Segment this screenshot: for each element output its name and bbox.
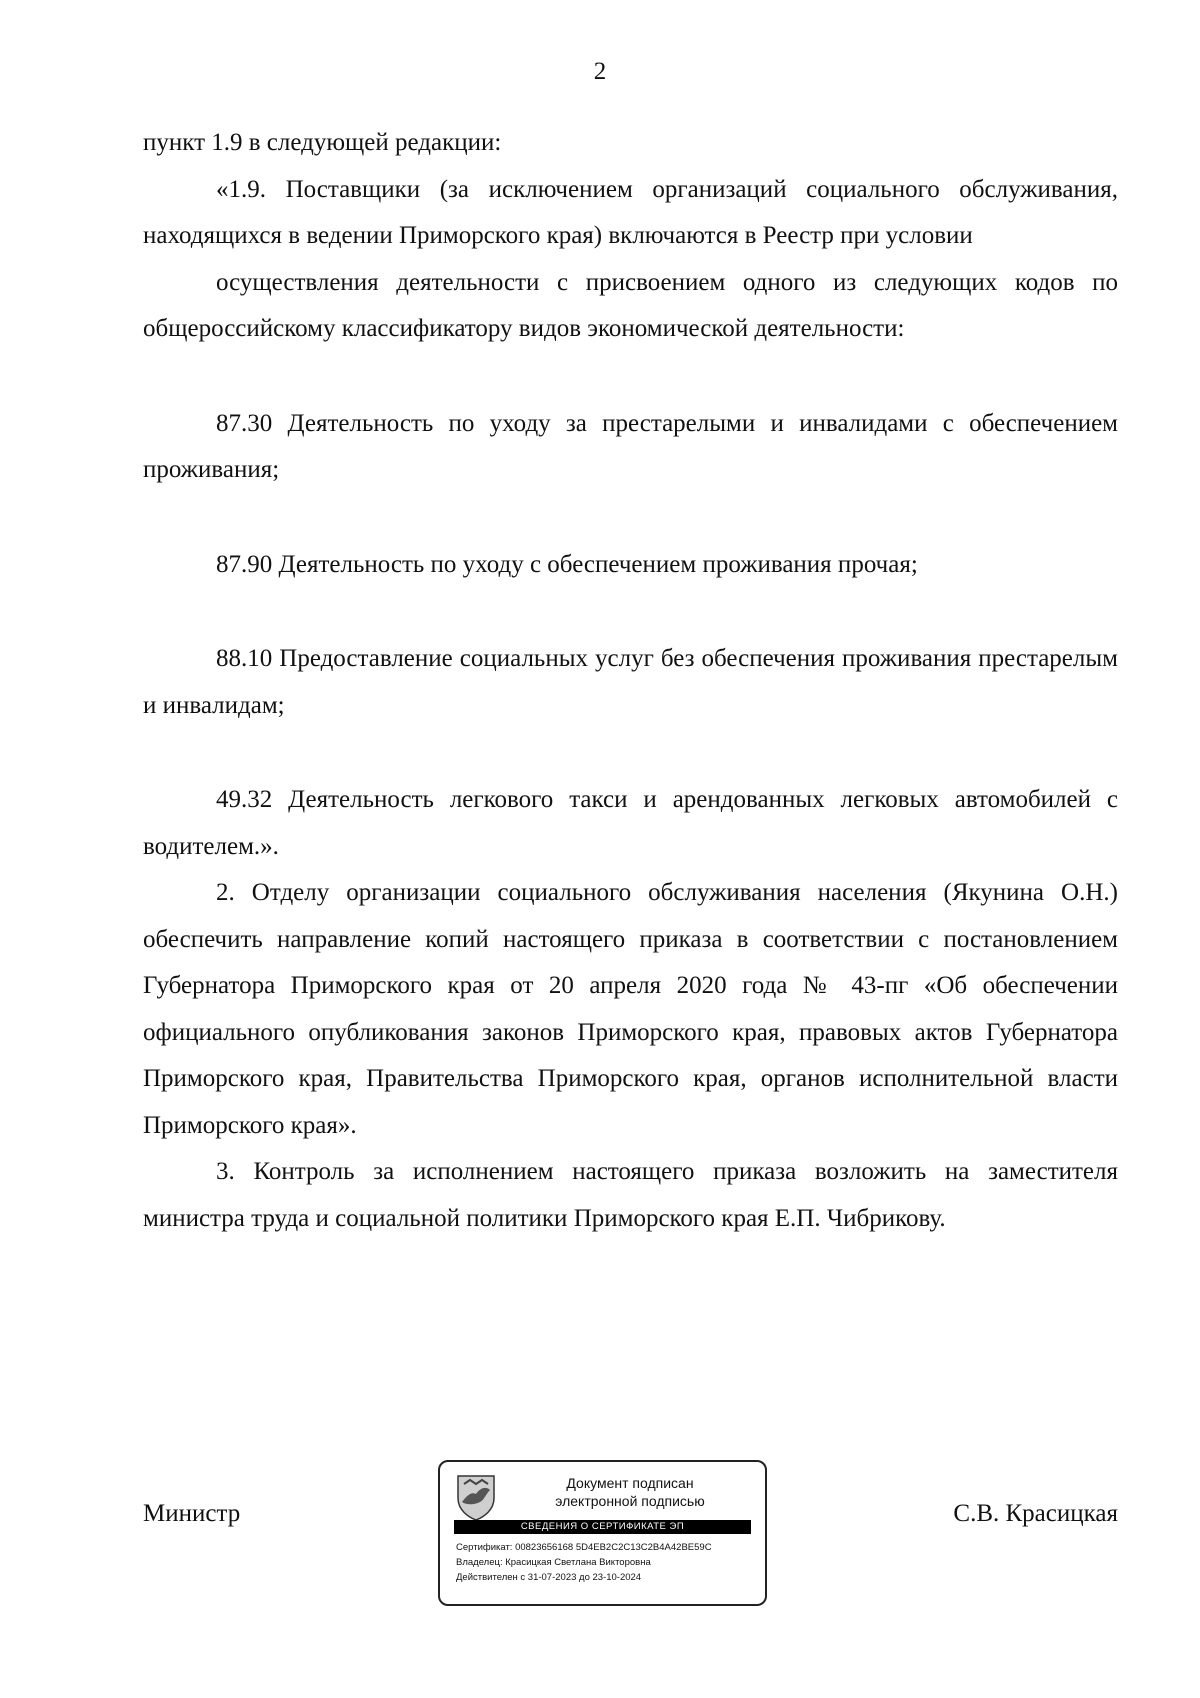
stamp-title-line2: электронной подписью: [555, 1493, 705, 1509]
signer-position: Министр: [143, 1500, 241, 1527]
paragraph-code-49-32: 49.32 Деятельность легкового такси и арендованных легковых автомобилей с водителем.».: [143, 786, 1118, 860]
paragraph-intro: пункт 1.9 в следующей редакции:: [143, 129, 502, 156]
stamp-certificate-number: Сертификат: 00823656168 5D4EB2C2C13C2B4A42BE59C: [456, 1542, 712, 1553]
paragraph-item-3: 3. Контроль за исполнением настоящего приказа возложить на заместителя министра труда и социальной политики Приморского края Е.П. Чибрикову.: [143, 1158, 1118, 1232]
stamp-certificate-header: СВЕДЕНИЯ О СЕРТИФИКАТЕ ЭП: [454, 1520, 751, 1534]
signer-name: С.В. Красицкая: [953, 1500, 1118, 1527]
document-body: [143, 120, 1118, 1242]
paragraph-item-2: 2. Отделу организации социального обслуживания населения (Якунина О.Н.) обеспечить направление копий настоящего приказа в соответствии с постановлением Губернатора Приморского края от 20 апреля 2020 года № 43-пг «Об обеспечении официального опубликования законов Приморского края, правовых актов Губернатора Приморского края, Правительства Приморского края, органов исполнительной власти Приморского края».: [143, 879, 1118, 1139]
paragraph-code-88-10: 88.10 Предоставление социальных услуг без обеспечения проживания престарелым и инвалидам;: [143, 645, 1118, 719]
stamp-validity: Действителен с 31-07-2023 до 23-10-2024: [456, 1572, 642, 1583]
primorsky-krai-coat-of-arms-icon: [454, 1472, 498, 1522]
electronic-signature-stamp: [438, 1460, 767, 1606]
paragraph-code-87-30: 87.30 Деятельность по уходу за престарелыми и инвалидами с обеспечением проживания;: [143, 409, 1118, 483]
paragraph-code-87-90: 87.90 Деятельность по уходу с обеспечением проживания прочая;: [216, 550, 918, 578]
page-number: 2: [593, 58, 607, 85]
signature-block: [143, 1460, 1118, 1610]
stamp-title: [510, 1474, 750, 1510]
stamp-title-line1: Документ подписан: [566, 1475, 694, 1491]
stamp-owner: Владелец: Красицкая Светлана Викторовна: [456, 1557, 651, 1568]
paragraph-1-9: «1.9. Поставщики (за исключением организаций социального обслуживания, находящихся в ведении Приморского края) включаются в Реестр при условии: [143, 175, 1118, 249]
paragraph-activity: осуществления деятельности с присвоением одного из следующих кодов по общероссийскому классификатору видов экономической деятельности:: [143, 268, 1118, 342]
